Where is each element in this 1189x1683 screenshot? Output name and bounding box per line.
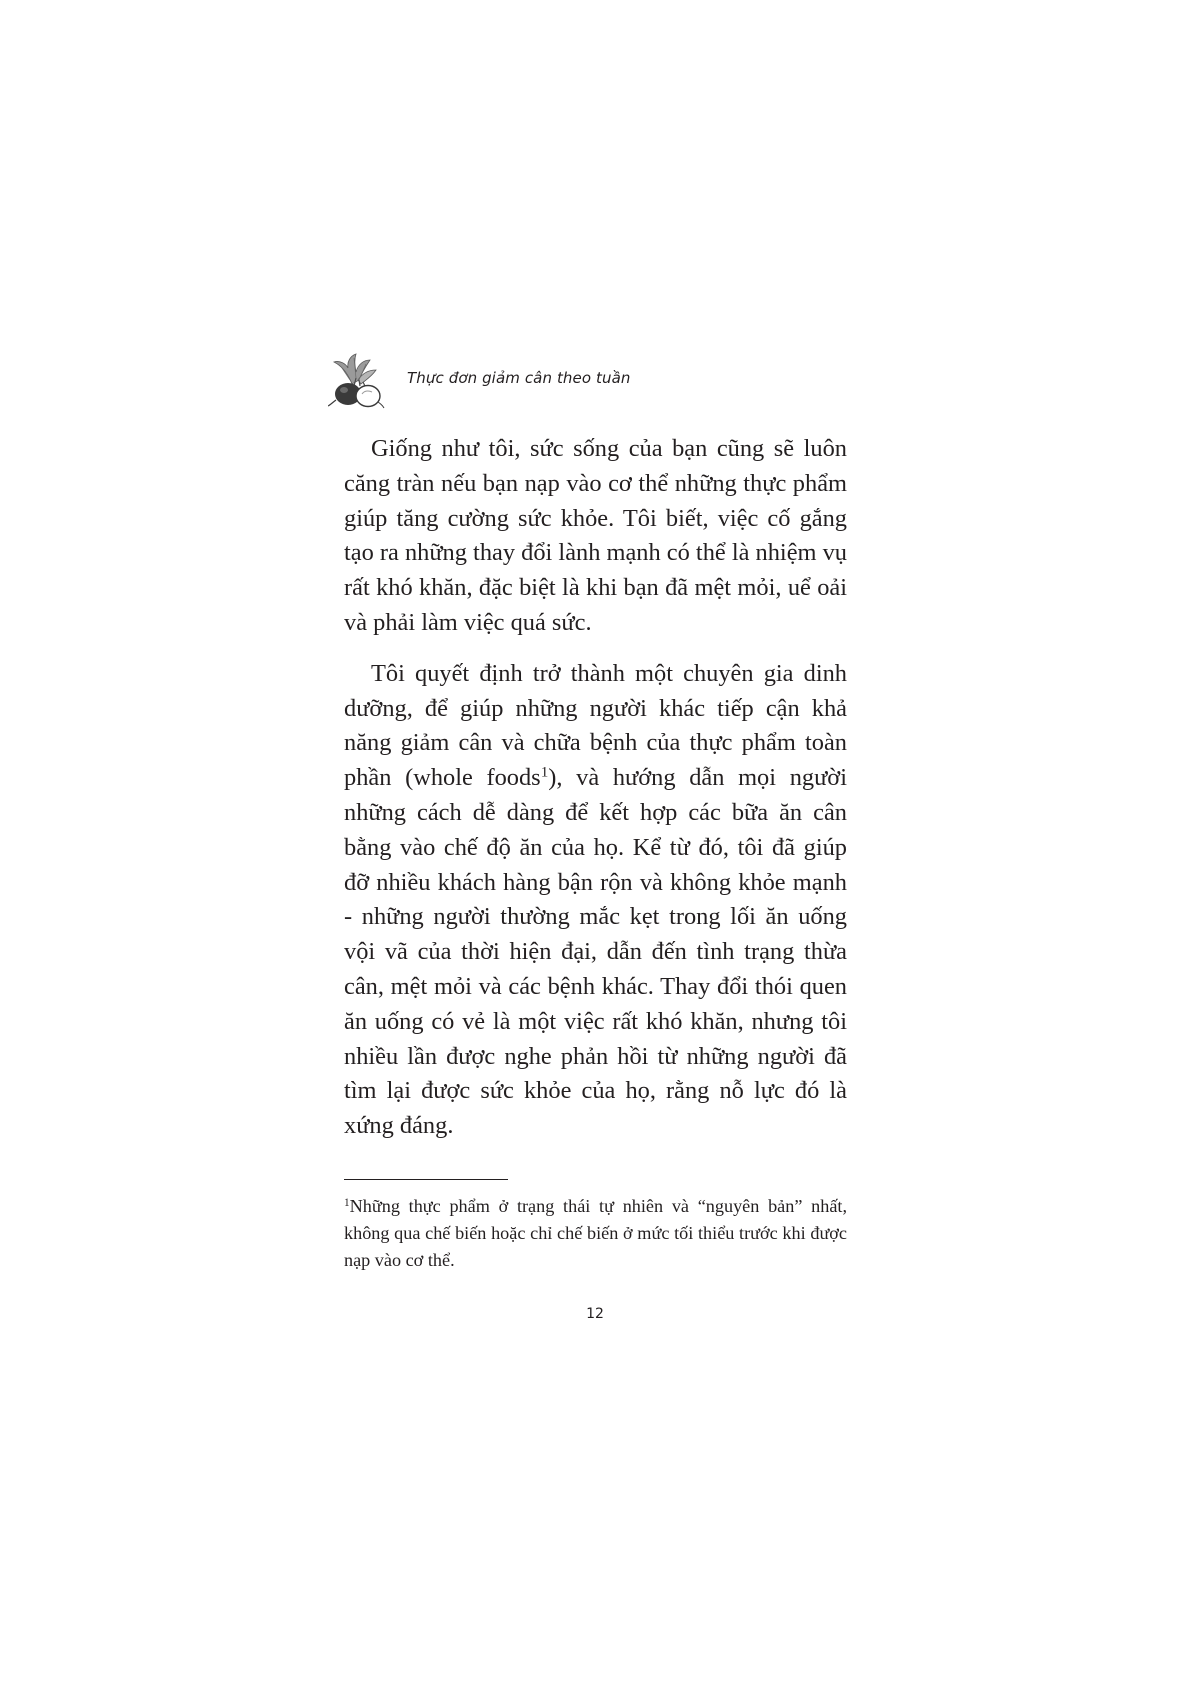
body-text (344, 432, 847, 1160)
running-head (328, 350, 848, 410)
footnote (344, 1193, 847, 1274)
footnote-divider (344, 1179, 508, 1180)
paragraph-1: Giống như tôi, sức sống của bạn cũng sẽ luôn căng tràn nếu bạn nạp vào cơ thể những thực phẩm giúp tăng cường sức khỏe. Tôi biết, việc cố gắng tạo ra những thay đổi lành mạnh có thể là nhiệm vụ rất khó khăn, đặc biệt là khi bạn đã mệt mỏi, uể oải và phải làm việc quá sức. (344, 435, 847, 636)
footnote-reference: 1 (540, 764, 549, 781)
paragraph-2-text-before-note: Tôi quyết định trở thành một chuyên gia dinh dưỡng, để giúp những người khác tiếp cận khả năng giảm cân và chữa bệnh của thực phẩm toàn phần (whole foods (344, 659, 847, 792)
footnote-text: Những thực phẩm ở trạng thái tự nhiên và “nguyên bản” nhất, không qua chế biến hoặc chỉ chế biến ở mức tối thiểu trước khi được nạp vào cơ thể. (344, 1196, 847, 1270)
footnote-marker: 1 (344, 1196, 350, 1209)
radish-icon (328, 350, 390, 410)
paragraph-2 (344, 657, 847, 1144)
running-head-title: Thực đơn giảm cân theo tuần (407, 369, 631, 387)
paragraph-2-text-after-note: ), và hướng dẫn mọi người những cách dễ dàng để kết hợp các bữa ăn cân bằng vào chế độ ăn của họ. Kể từ đó, tôi đã giúp đỡ nhiều khách hàng bận rộn và không khỏe mạnh - những người thường mắc kẹt trong lối ăn uống vội vã của thời hiện đại, dẫn đến tình trạng thừa cân, mệt mỏi và các bệnh khác. Thay đổi thói quen ăn uống có vẻ là một việc rất khó khăn, nhưng tôi nhiều lần được nghe phản hồi từ những người đã tìm lại được sức khỏe của họ, rằng nỗ lực đó là xứng đáng. (344, 764, 847, 1140)
page-number: 12 (586, 1306, 604, 1322)
